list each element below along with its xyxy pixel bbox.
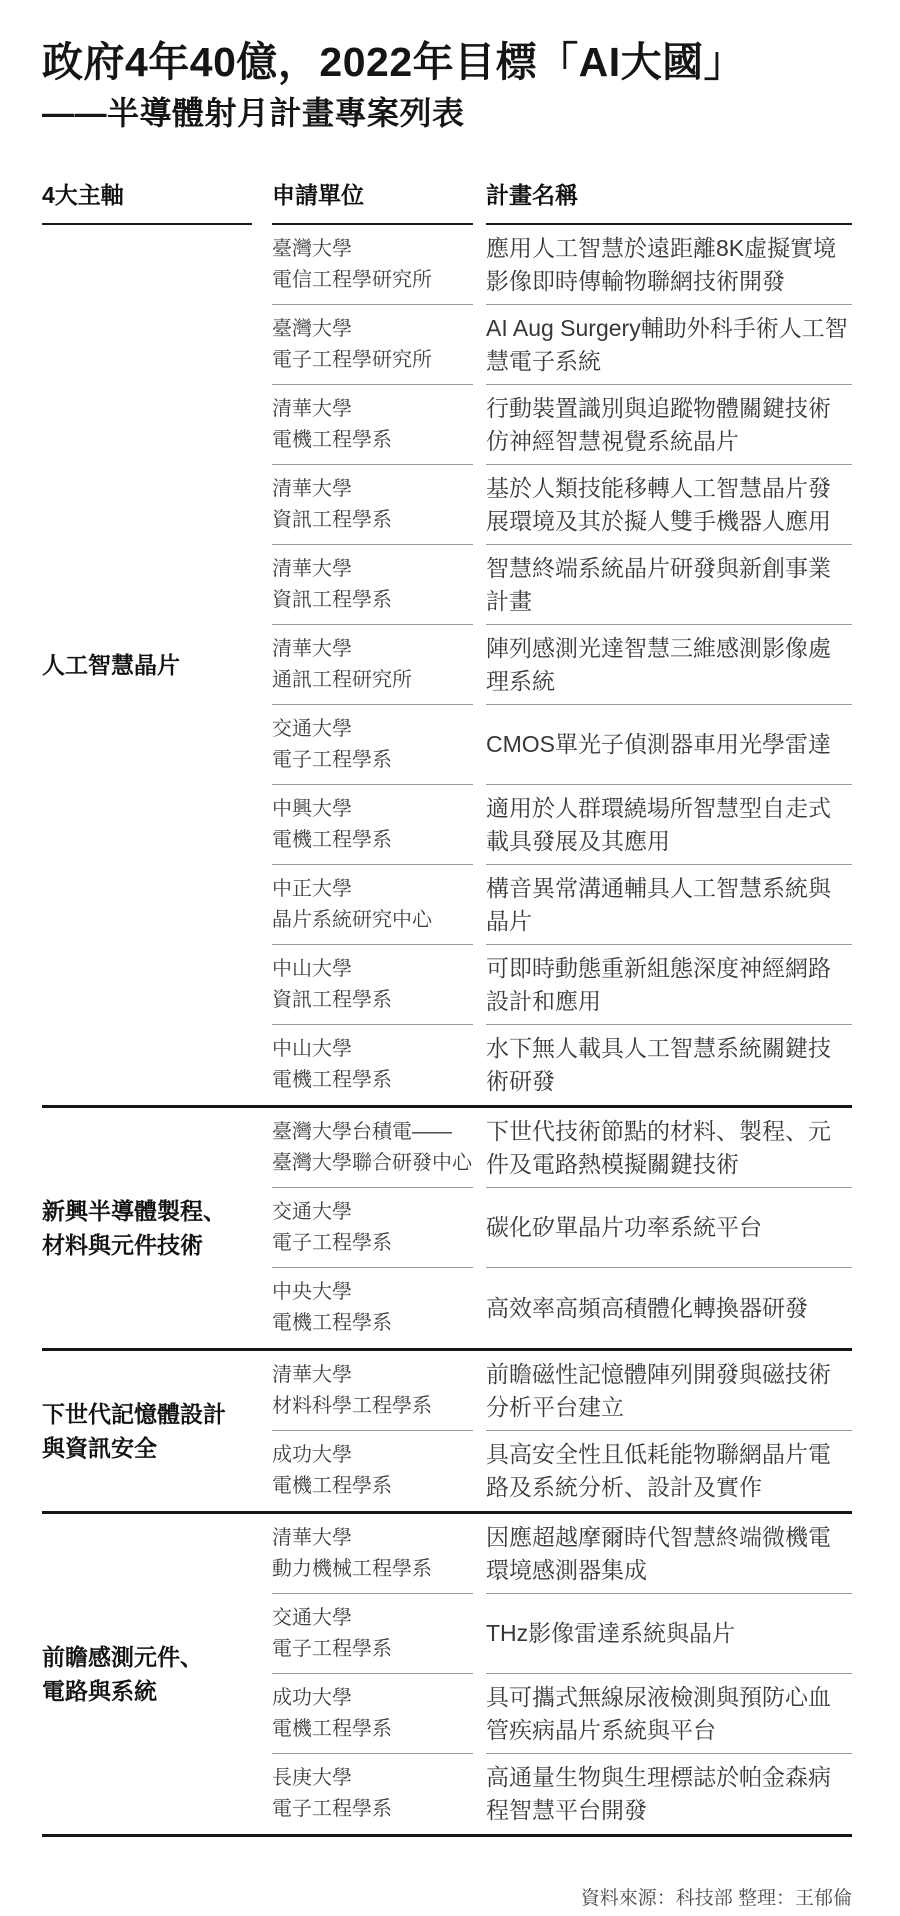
table-row [272,1108,852,1188]
project-name-cell [486,865,852,945]
axis-label-line: 人工智慧晶片 [42,652,180,679]
applicant-unit-line: 電機工程學系 [272,1717,392,1740]
project-name-cell [486,1108,852,1188]
applicant-unit-line: 材料科學工程學系 [272,1394,432,1417]
applicant-unit-line: 成功大學 [272,1444,352,1467]
section-divider [42,1834,852,1837]
project-name-cell [486,1351,852,1431]
project-name: 前瞻磁性記憶體陣列開發與磁技術分析平台建立 [486,1360,831,1420]
axis-rows [272,1108,852,1348]
applicant-unit-cell [272,1025,473,1105]
project-name: AI Aug Surgery輔助外科手術人工智慧電子系統 [486,314,848,374]
axis-section [42,1351,852,1511]
source-credit: 資料來源：科技部 整理：王郁倫 [580,1888,852,1910]
page-title-line2: ——半導體射月計畫專案列表 [42,95,465,132]
applicant-unit-line: 臺灣大學台積電—— [272,1120,452,1143]
project-name: 碳化矽單晶片功率系統平台 [486,1214,762,1241]
applicant-unit-line: 清華大學 [272,1363,352,1386]
table-row [272,385,852,465]
applicant-unit-cell [272,625,473,705]
axis-label [42,225,272,1105]
table-row [272,305,852,385]
axis-label [42,1514,272,1834]
axis-section [42,1108,852,1348]
applicant-unit-line: 交通大學 [272,1200,352,1223]
table-row [272,625,852,705]
applicant-unit-line: 電子工程學系 [272,1798,392,1821]
table-row [272,1025,852,1105]
table-row [272,545,852,625]
project-name-cell [486,1431,852,1511]
table-row [272,1268,852,1348]
applicant-unit-cell [272,1108,473,1188]
applicant-unit-line: 通訊工程研究所 [272,668,412,691]
project-name: 具高安全性且低耗能物聯網晶片電路及系統分析、設計及實作 [486,1441,831,1501]
applicant-unit-line: 資訊工程學系 [272,508,392,531]
project-name-cell [486,625,852,705]
project-name-cell [486,1025,852,1105]
applicant-unit-cell [272,1351,473,1431]
axis-label-line: 與資訊安全 [42,1435,157,1462]
project-name-cell [486,1514,852,1594]
table-body [42,225,852,1837]
axis-rows [272,225,852,1105]
table-row [272,225,852,305]
project-name-cell [486,1754,852,1834]
axis-label-line: 下世代記憶體設計 [42,1401,226,1428]
axis-label-line: 材料與元件技術 [42,1232,203,1259]
column-header-axis: 4大主軸 [42,177,252,225]
applicant-unit-cell [272,1514,473,1594]
applicant-unit-line: 中央大學 [272,1281,352,1304]
applicant-unit-line: 電子工程學系 [272,1231,392,1254]
axis-label-line: 前瞻感測元件、 [42,1644,203,1671]
table-row [272,1351,852,1431]
page-title-line1: 政府4年40億，2022年目標「AI大國」 [42,39,746,85]
projects-table [42,177,852,1837]
project-name-cell [486,945,852,1025]
table-row [272,465,852,545]
axis-section [42,1514,852,1834]
project-name-cell [486,385,852,465]
applicant-unit-line: 電信工程學研究所 [272,268,432,291]
applicant-unit-line: 動力機械工程學系 [272,1557,432,1580]
project-name: CMOS單光子偵測器車用光學雷達 [486,731,831,758]
project-name: 具可攜式無線尿液檢測與預防心血管疾病晶片系統與平台 [486,1683,831,1743]
table-row [272,1594,852,1674]
project-name: 高效率高頻高積體化轉換器研發 [486,1294,808,1321]
table-row [272,1431,852,1511]
project-name-cell [486,1188,852,1268]
applicant-unit-line: 電子工程學系 [272,748,392,771]
applicant-unit-cell [272,1754,473,1834]
applicant-unit-cell [272,865,473,945]
applicant-unit-line: 中興大學 [272,797,352,820]
table-row [272,705,852,785]
project-name: 高通量生物與生理標誌於帕金森病程智慧平台開發 [486,1764,831,1824]
applicant-unit-line: 晶片系統研究中心 [272,908,432,931]
applicant-unit-line: 電機工程學系 [272,1312,392,1335]
table-row [272,785,852,865]
project-name: 水下無人載具人工智慧系統關鍵技術研發 [486,1035,831,1095]
project-name: THz影像雷達系統與晶片 [486,1620,736,1647]
project-name: 構音異常溝通輔具人工智慧系統與晶片 [486,874,831,934]
title-block [42,38,852,133]
applicant-unit-line: 電機工程學系 [272,1069,392,1092]
column-header-project: 計畫名稱 [486,177,852,225]
applicant-unit-cell [272,1594,473,1674]
table-row [272,1514,852,1594]
applicant-unit-line: 成功大學 [272,1686,352,1709]
applicant-unit-line: 中正大學 [272,877,352,900]
table-row [272,945,852,1025]
applicant-unit-cell [272,225,473,305]
table-row [272,1674,852,1754]
applicant-unit-cell [272,1268,473,1348]
project-name: 陣列感測光達智慧三維感測影像處理系統 [486,634,831,694]
project-name: 可即時動態重新組態深度神經網路設計和應用 [486,954,831,1014]
project-name-cell [486,465,852,545]
applicant-unit-line: 電機工程學系 [272,828,392,851]
applicant-unit-line: 臺灣大學聯合研發中心 [272,1151,472,1174]
applicant-unit-cell [272,945,473,1025]
axis-section [42,225,852,1105]
project-name-cell [486,1674,852,1754]
applicant-unit-cell [272,1674,473,1754]
page-title [42,38,852,133]
project-name: 基於人類技能移轉人工智慧晶片發展環境及其於擬人雙手機器人應用 [486,474,831,534]
applicant-unit-line: 清華大學 [272,1526,352,1549]
table-row [272,865,852,945]
applicant-unit-cell [272,545,473,625]
applicant-unit-cell [272,465,473,545]
applicant-unit-cell [272,785,473,865]
applicant-unit-cell [272,705,473,785]
applicant-unit-cell [272,385,473,465]
project-name: 下世代技術節點的材料、製程、元件及電路熱模擬關鍵技術 [486,1117,831,1177]
axis-rows [272,1351,852,1511]
project-name: 適用於人群環繞場所智慧型自走式載具發展及其應用 [486,794,831,854]
applicant-unit-line: 資訊工程學系 [272,988,392,1011]
project-name: 應用人工智慧於遠距離8K虛擬實境影像即時傳輸物聯網技術開發 [486,234,837,294]
axis-rows [272,1514,852,1834]
axis-label-line: 電路與系統 [42,1678,157,1705]
applicant-unit-line: 交通大學 [272,717,352,740]
project-name: 因應超越摩爾時代智慧終端微機電環境感測器集成 [486,1523,831,1583]
applicant-unit-line: 電子工程學系 [272,1637,392,1660]
applicant-unit-line: 清華大學 [272,397,352,420]
project-name-cell [486,785,852,865]
applicant-unit-line: 臺灣大學 [272,237,352,260]
applicant-unit-line: 清華大學 [272,637,352,660]
applicant-unit-cell [272,1188,473,1268]
project-name-cell [486,1594,852,1674]
project-name-cell [486,1268,852,1348]
applicant-unit-line: 清華大學 [272,557,352,580]
applicant-unit-line: 資訊工程學系 [272,588,392,611]
applicant-unit-line: 長庚大學 [272,1767,352,1790]
applicant-unit-line: 電機工程學系 [272,1475,392,1498]
applicant-unit-line: 臺灣大學 [272,317,352,340]
project-name-cell [486,705,852,785]
applicant-unit-line: 中山大學 [272,1038,352,1061]
table-header-row [42,177,852,225]
applicant-unit-line: 清華大學 [272,477,352,500]
applicant-unit-line: 電機工程學系 [272,428,392,451]
column-header-unit: 申請單位 [272,177,473,225]
axis-label-line: 新興半導體製程、 [42,1198,226,1225]
project-name-cell [486,225,852,305]
applicant-unit-line: 電子工程學研究所 [272,348,432,371]
applicant-unit-cell [272,1431,473,1511]
table-row [272,1754,852,1834]
applicant-unit-line: 中山大學 [272,957,352,980]
applicant-unit-cell [272,305,473,385]
axis-label [42,1351,272,1511]
axis-label [42,1108,272,1348]
project-name-cell [486,305,852,385]
project-name-cell [486,545,852,625]
applicant-unit-line: 交通大學 [272,1606,352,1629]
table-row [272,1188,852,1268]
project-name: 智慧終端系統晶片研發與新創事業計畫 [486,554,831,614]
project-name: 行動裝置識別與追蹤物體關鍵技術仿神經智慧視覺系統晶片 [486,394,831,454]
